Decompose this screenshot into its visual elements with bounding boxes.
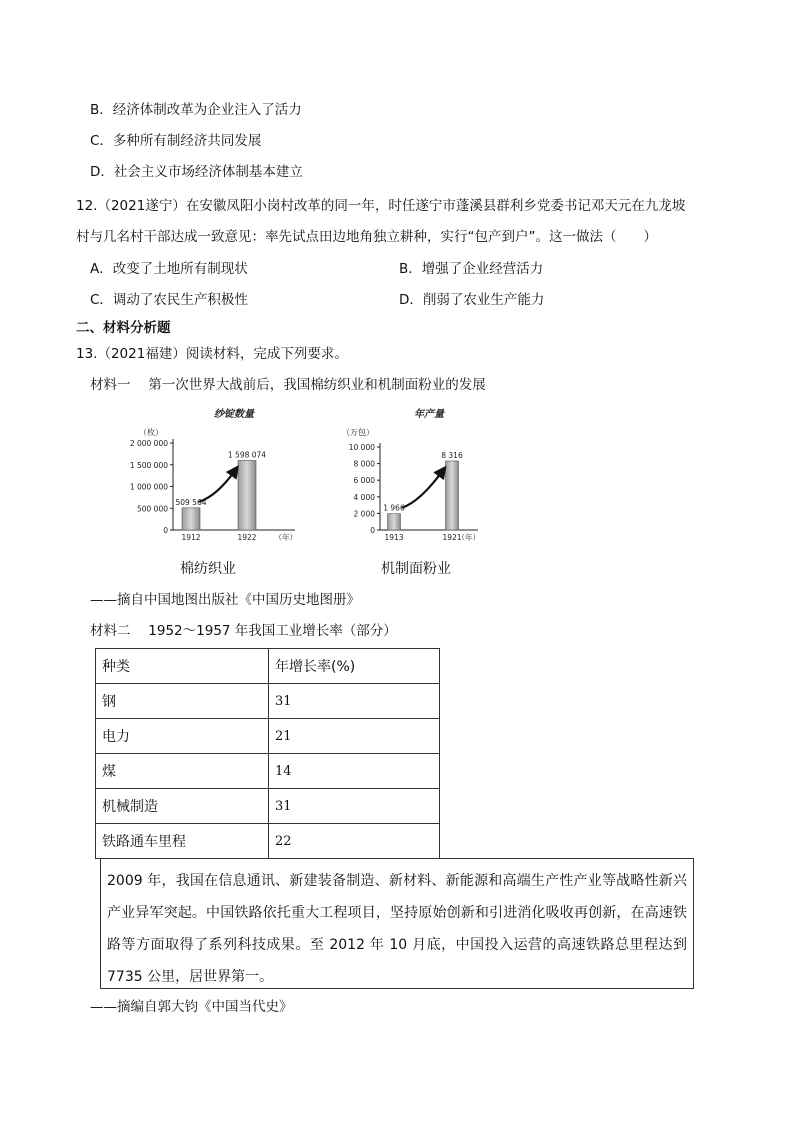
chart-title: 年产量 (414, 409, 444, 420)
y-tick-label: 2 000 000 (129, 439, 168, 448)
q12-option-b: B．增强了企业经营活力 (399, 261, 544, 277)
growth-arrow (402, 471, 443, 508)
material2-label: 材料二 1952～1957 年我国工业增长率（部分） (90, 623, 397, 639)
y-axis-unit: （枚） (139, 428, 163, 437)
q12-stem-line2: 村与几名村干部达成一致意见：率先试点田边地角独立耕种，实行“包产到户”。这一做法（ ） (76, 229, 657, 245)
q12-option-c: C．调动了农民生产积极性 (90, 292, 248, 308)
table-row (96, 719, 440, 754)
bar-value-label: 1 966 (383, 503, 405, 513)
table-cell: 钢 (96, 684, 269, 719)
q12-stem-line1: 12.（2021遂宁）在安徽凤阳小岗村改革的同一年，时任遂宁市蓬溪县群利乡党委书记邓天元在九龙坡 (76, 198, 686, 214)
bar (388, 514, 401, 530)
y-tick-label: 500 000 (136, 504, 168, 514)
q12-option-a: A．改变了土地所有制现状 (90, 261, 248, 277)
x-tick-label: 1922 (237, 533, 257, 542)
material3-box: 2009 年，我国在信息通讯、新建装备制造、新材料、新能源和高端生产性产业等战略性新兴产业异军突起。中国铁路依托重大工程项目，坚持原始创新和引进消化吸收再创新，在高速铁路等方面取得了系列科技成果。至 2012 年 10 月底，中国投入运营的高速铁路总里程达到 7735 公里，居世界第一。 (100, 858, 694, 989)
x-tick-label: 1912 (181, 533, 201, 542)
y-tick-label: 8 000 (353, 459, 375, 469)
table-row (96, 824, 440, 859)
y-axis-unit: （万包） (342, 428, 374, 437)
chart-cotton-caption: 棉纺织业 (180, 561, 236, 577)
option-c-top: C．多种所有制经济共同发展 (90, 133, 262, 149)
y-tick-label: 4 000 (353, 492, 375, 502)
q13-stem: 13.（2021福建）阅读材料，完成下列要求。 (76, 346, 348, 362)
bar (446, 461, 459, 530)
chart-flour (338, 405, 503, 545)
growth-table (95, 648, 440, 859)
table-row (96, 684, 440, 719)
table-cell: 21 (269, 719, 440, 754)
table-header-cell: 年增长率(%) (269, 649, 440, 684)
q12-option-d: D．削弱了农业生产能力 (399, 292, 545, 308)
chart-cotton-svg (125, 405, 305, 545)
table-row (96, 754, 440, 789)
material1-label: 材料一 第一次世界大战前后，我国棉纺织业和机制面粉业的发展 (90, 377, 486, 393)
y-tick-label: 0 (163, 526, 168, 535)
table-cell: 14 (269, 754, 440, 789)
table-header-cell: 种类 (96, 649, 269, 684)
option-b-top: B．经济体制改革为企业注入了活力 (90, 102, 302, 118)
bar-value-label: 509 564 (175, 497, 207, 507)
section-heading: 二、材料分析题 (76, 320, 171, 336)
x-tick-label: 1913 (384, 533, 404, 542)
x-tick-label: 1921 (442, 533, 462, 542)
x-axis-unit: （年） (274, 533, 297, 542)
bar-value-label: 8 316 (441, 450, 463, 460)
table-header-row (96, 649, 440, 684)
y-tick-label: 0 (370, 526, 375, 535)
chart-cotton (125, 405, 305, 545)
table-cell: 机械制造 (96, 789, 269, 824)
material3-source: ——摘编自郭大钧《中国当代史》 (90, 999, 293, 1015)
option-d-top: D．社会主义市场经济体制基本建立 (90, 164, 303, 180)
y-tick-label: 1 000 000 (129, 482, 168, 492)
y-tick-label: 1 500 000 (129, 460, 168, 470)
bar-value-label: 1 598 074 (227, 450, 267, 460)
table-cell: 22 (269, 824, 440, 859)
table-row (96, 789, 440, 824)
table-cell: 电力 (96, 719, 269, 754)
table-cell: 31 (269, 684, 440, 719)
x-axis-unit: （年） (457, 533, 480, 542)
table-cell: 31 (269, 789, 440, 824)
y-tick-label: 6 000 (353, 476, 375, 486)
y-tick-label: 10 000 (348, 443, 375, 452)
chart-flour-caption: 机制面粉业 (381, 561, 451, 577)
y-tick-label: 2 000 (353, 509, 375, 519)
table-cell: 铁路通车里程 (96, 824, 269, 859)
chart-title: 纱锭数量 (214, 409, 254, 420)
material1-source: ——摘自中国地图出版社《中国历史地图册》 (90, 592, 360, 608)
bar (182, 508, 200, 530)
table-cell: 煤 (96, 754, 269, 789)
bar (238, 460, 256, 530)
chart-flour-svg (338, 405, 503, 545)
